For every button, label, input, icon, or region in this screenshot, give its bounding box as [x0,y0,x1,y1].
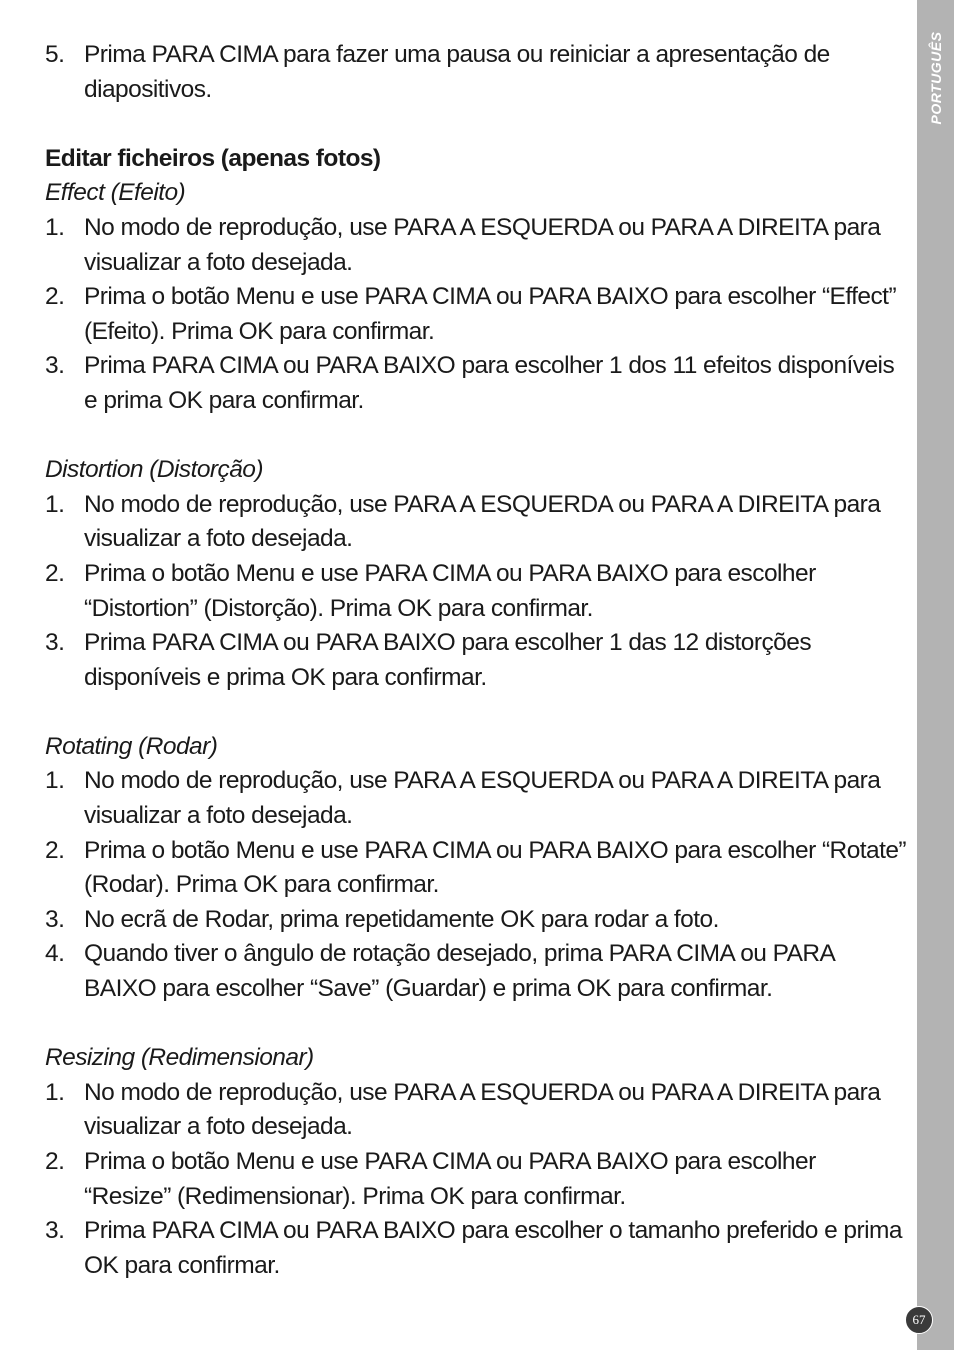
item-number: 4. [45,940,65,968]
item-number: 1. [45,213,65,241]
item-number: 3. [45,629,65,657]
item-number: 2. [45,559,65,587]
list-item [45,557,907,626]
page-number: 67 [905,1306,933,1334]
item-number: 5. [45,41,65,68]
item-text: Quando tiver o ângulo de rotação desejado, prima PARA CIMA ou PARA BAIXO para escolher “Save” (Guardar) e prima OK para confirmar. [84,940,834,1003]
item-text: Prima PARA CIMA ou PARA BAIXO para escolher 1 dos 11 efeitos disponíveis e prima OK para confirmar. [84,352,895,414]
item-number: 3. [45,352,65,380]
item-number: 2. [45,283,65,311]
list-item [45,1076,907,1145]
item-number: 3. [45,905,65,933]
item-text: Prima PARA CIMA ou PARA BAIXO para escolher o tamanho preferido e prima OK para confirmar. [84,1217,902,1279]
section-title: Editar ficheiros (apenas fotos) [45,144,381,172]
list-item [45,280,907,349]
list-item [45,488,907,557]
spacer [45,1007,907,1042]
item-text: Prima PARA CIMA ou PARA BAIXO para escolher 1 das 12 distorções disponíveis e prima OK para confirmar. [84,629,812,691]
spacer [45,419,907,454]
item-number: 1. [45,490,65,518]
resizing-title: Resizing (Redimensionar) [45,1044,314,1072]
list-item [45,764,907,833]
list-item [45,903,907,938]
list-item [45,1145,907,1214]
item-text: Prima PARA CIMA para fazer uma pausa ou reiniciar a apresentação de diapositivos. [84,41,830,103]
item-number: 1. [45,1078,65,1106]
item-text: Prima o botão Menu e use PARA CIMA ou PARA BAIXO para escolher “Distortion” (Distorção). Prima OK para confirmar. [84,559,816,622]
item-number: 2. [45,836,65,864]
item-text: No modo de reprodução, use PARA A ESQUERDA ou PARA A DIREITA para visualizar a foto desejada. [84,1078,881,1141]
list-item [45,834,907,903]
list-item [45,211,907,280]
item-text: Prima o botão Menu e use PARA CIMA ou PARA BAIXO para escolher “Resize” (Redimensionar). Prima OK para confirmar. [84,1148,816,1210]
list-item [45,937,907,1006]
item-number: 2. [45,1148,65,1175]
item-text: No modo de reprodução, use PARA A ESQUERDA ou PARA A DIREITA para visualizar a foto desejada. [84,490,881,553]
item-text: Prima o botão Menu e use PARA CIMA ou PARA BAIXO para escolher “Rotate” (Rodar). Prima OK para confirmar. [84,836,907,899]
list-item [45,1214,907,1283]
distortion-title: Distortion (Distorção) [45,456,263,484]
item-number: 3. [45,1217,65,1245]
item-text: No modo de reprodução, use PARA A ESQUERDA ou PARA A DIREITA para visualizar a foto desejada. [84,213,881,276]
list-item [45,626,907,695]
effect-title: Effect (Efeito) [45,179,186,207]
language-side-tab [917,0,954,1350]
rotating-title: Rotating (Rodar) [45,732,218,760]
language-label [917,0,954,160]
spacer [45,107,907,142]
list-item [45,349,907,418]
list-item [45,38,907,107]
item-number: 1. [45,767,65,795]
item-text: No ecrã de Rodar, prima repetidamente OK para rodar a foto. [84,905,719,933]
item-text: Prima o botão Menu e use PARA CIMA ou PARA BAIXO para escolher “Effect” (Efeito). Prima OK para confirmar. [84,283,897,345]
page-content [45,38,907,1283]
item-text: No modo de reprodução, use PARA A ESQUERDA ou PARA A DIREITA para visualizar a foto desejada. [84,767,881,830]
spacer [45,695,907,730]
language-label-text: PORTUGUÊS [927,31,944,125]
